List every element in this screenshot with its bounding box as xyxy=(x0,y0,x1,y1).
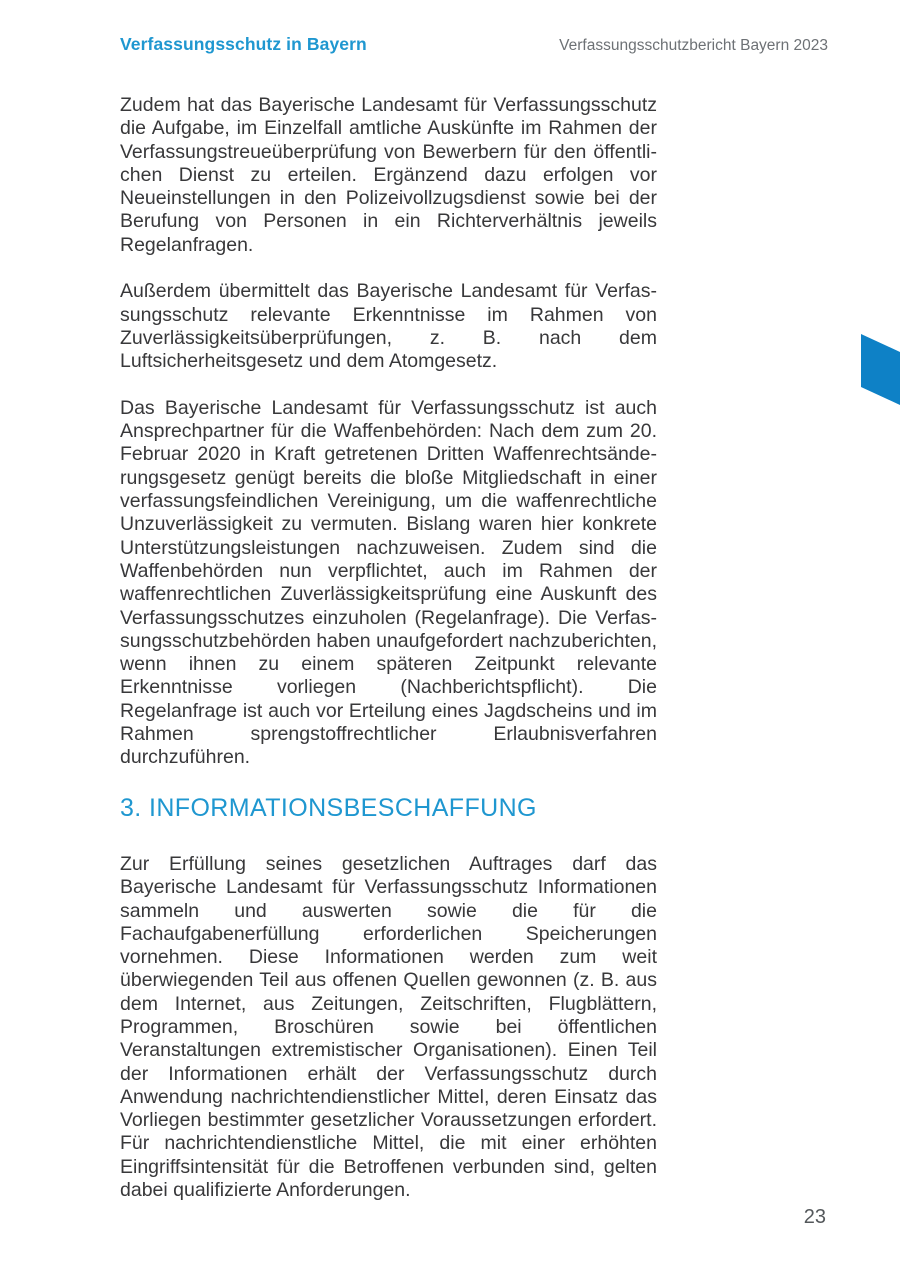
page-header xyxy=(120,34,828,55)
body-text-column xyxy=(120,94,657,1226)
page-number: 23 xyxy=(803,1206,826,1228)
bookmark-parallelogram-icon xyxy=(861,334,900,405)
paragraph-regelanfragen: Zudem hat das Bayerische Landesamt für Verfassungsschutz die Aufgabe, im Einzelfall amtliche Auskünfte im Rahmen der Verfassungstreueüberprüfung von Bewerbern für den öffentlichen Dienst zu erteilen. Ergänzend dazu erfolgen vor Neueinstellungen in den Polizeivollzugsdienst sowie bei der Berufung von Personen in ein Richterverhältnis jeweils Regelanfragen. xyxy=(120,94,657,256)
section-heading-informationsbeschaffung: 3. INFORMATIONSBESCHAFFUNG xyxy=(120,793,537,822)
running-head-left: Verfassungsschutz in Bayern xyxy=(120,34,367,54)
paragraph-zuverlaessigkeit: Außerdem übermittelt das Bayerische Landesamt für Verfassungsschutz relevante Erkenntnisse im Rahmen von Zuverlässigkeitsüberprüfungen, z. B. nach dem Luftsicherheitsgesetz und dem Atomgesetz. xyxy=(120,280,657,373)
paragraph-waffenbehoerden: Das Bayerische Landesamt für Verfassungsschutz ist auch Ansprechpartner für die Waffenbehörden: Nach dem zum 20. Februar 2020 in Kraft getretenen Dritten Waffenrechtsänderungsgesetz genügt bereits die bloße Mitgliedschaft in einer verfassungsfeindlichen Vereinigung, um die waffenrechtliche Unzuverlässigkeit zu vermuten. Bislang waren hier konkrete Unterstützungsleistungen nachzuweisen. Zudem sind die Waffenbehörden nun verpflichtet, auch im Rahmen der waffenrechtlichen Zuverlässigkeitsprüfung eine Auskunft des Verfassungsschutzes einzuholen (Regelanfrage). Die Verfassungsschutzbehörden haben unaufgefordert nachzuberichten, wenn ihnen zu einem späteren Zeitpunkt relevante Erkenntnisse vorliegen (Nachberichtspflicht). Die Regelanfrage ist auch vor Erteilung eines Jagdscheins und im Rahmen sprengstoffrechtlicher Erlaubnisverfahren durchzuführen. xyxy=(120,396,657,769)
paragraph-informationsbeschaffung: Zur Erfüllung seines gesetzlichen Auftrages darf das Bayerische Landesamt für Verfassungsschutz Informationen sammeln und auswerten sowie die für die Fachaufgabenerfüllung erforderlichen Speicherungen vornehmen. Diese Informationen werden zum weit überwiegenden Teil aus offenen Quellen gewonnen (z. B. aus dem Internet, aus Zeitungen, Zeitschriften, Flugblättern, Programmen, Broschüren sowie bei öffentlichen Veranstaltungen extremistischer Organisationen). Einen Teil der Informationen erhält der Verfassungsschutz durch Anwendung nachrichtendienstlicher Mittel, deren Einsatz das Vorliegen bestimmter gesetzlicher Voraussetzungen erfordert. Für nachrichtendienstliche Mittel, die mit einer erhöhten Eingriffsintensität für die Betroffenen verbunden sind, gelten dabei qualifizierte Anforderungen. xyxy=(120,852,657,1202)
running-head-right: Verfassungsschutzbericht Bayern 2023 xyxy=(559,37,828,54)
